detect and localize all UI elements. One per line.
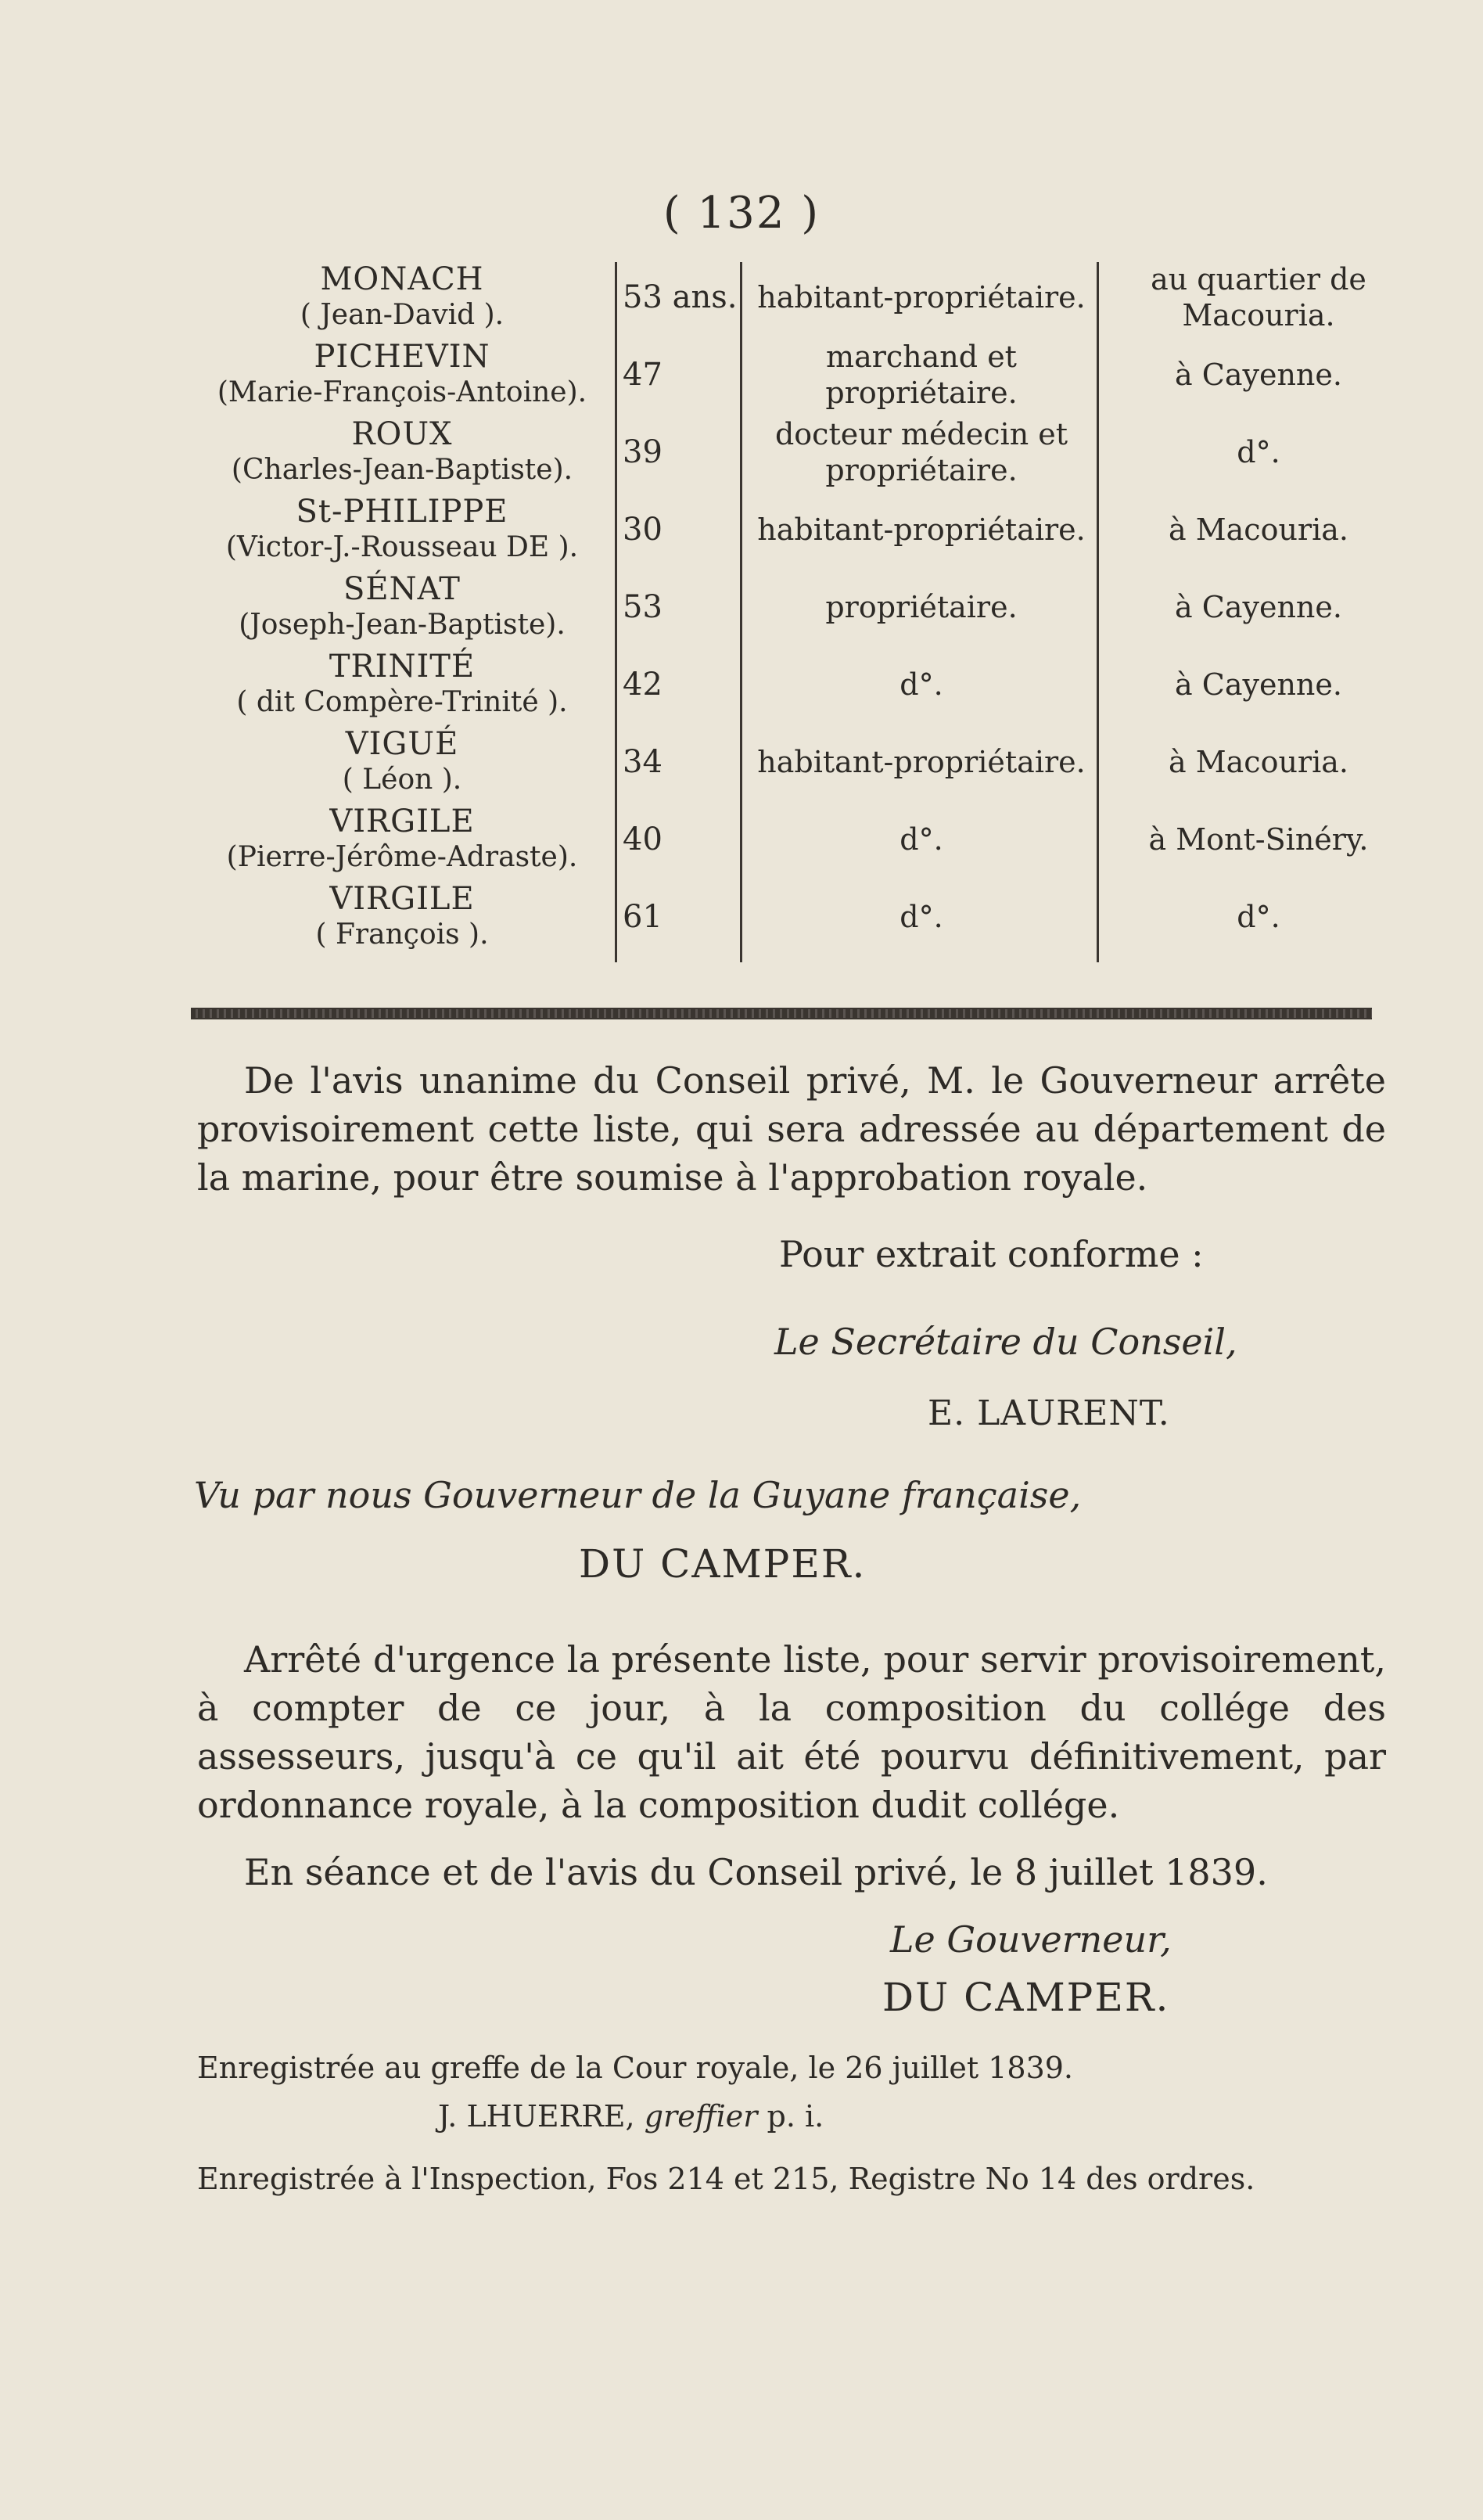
seance-date-line: En séance et de l'avis du Conseil privé, le 8 juillet 1839. (244, 1851, 1268, 1893)
given-names: (Victor-J.-Rousseau DE ). (225, 530, 579, 563)
name-cell (191, 258, 613, 336)
age-cell: 42 (623, 666, 663, 703)
location-cell: à Macouria. (1169, 744, 1348, 779)
greffier-suffix: p. i. (767, 2099, 824, 2134)
name-cell (191, 491, 613, 568)
assessor-table (191, 258, 1411, 955)
surname: MONACH (320, 261, 484, 297)
occupation-cell: marchand et propriétaire. (825, 339, 1018, 410)
location-cell: d°. (1237, 434, 1280, 469)
surname: St-PHILIPPE (296, 493, 508, 530)
signature-du-camper: DU CAMPER. (579, 1541, 867, 1587)
secretaire-title: Le Secrétaire du Conseil, (774, 1321, 1237, 1363)
table-row (191, 336, 1411, 413)
secretaire-name: E. LAURENT. (928, 1393, 1170, 1433)
table-row (191, 723, 1411, 800)
age-cell: 34 (623, 743, 663, 780)
surname: VIGUÉ (345, 725, 459, 762)
name-cell (191, 336, 613, 413)
table-row (191, 645, 1411, 723)
location-cell: à Cayenne. (1175, 357, 1342, 392)
name-cell (191, 413, 613, 491)
age-cell: 39 (623, 433, 663, 470)
surname: VIRGILE (329, 880, 475, 917)
paragraph-arrete: Arrêté d'urgence la présente liste, pour servir provisoirement, à compter de ce jour, à la composition du collége des assesseurs, jusqu'à ce qu'il ait été pourvu définitivement, par ordonnance royale, à la composition dudit collége. (197, 1638, 1386, 1826)
given-names: (Pierre-Jérôme-Adraste). (226, 840, 578, 873)
name-cell (191, 568, 613, 645)
occupation-cell: propriétaire. (825, 589, 1018, 624)
enregistree-greffe: Enregistrée au greffe de la Cour royale, le 26 juillet 1839. (197, 2051, 1073, 2085)
table-row (191, 413, 1411, 491)
table-row (191, 878, 1411, 955)
location-cell: au quartier de Macouria. (1151, 261, 1366, 333)
occupation-cell: habitant-propriétaire. (757, 279, 1086, 315)
page-number: ( 132 ) (663, 188, 820, 239)
given-names: (Marie-François-Antoine). (217, 376, 587, 408)
separator-rule (191, 1008, 1372, 1019)
age-cell: 40 (623, 821, 663, 857)
given-names: ( Jean-David ). (300, 298, 505, 331)
enregistree-inspection: Enregistrée à l'Inspection, Fos 214 et 215, Registre No 14 des ordres. (197, 2162, 1255, 2196)
surname: TRINITÉ (329, 648, 476, 685)
table-row (191, 491, 1411, 568)
name-cell (191, 723, 613, 800)
location-cell: à Macouria. (1169, 512, 1348, 547)
name-cell (191, 878, 613, 955)
paragraph-avis: De l'avis unanime du Conseil privé, M. le Gouverneur arrête provisoirement cette liste, qui sera adressée au département de la marine, pour être soumise à l'approbation royale. (197, 1059, 1386, 1199)
occupation-cell: docteur médecin et propriétaire. (774, 416, 1068, 487)
surname: PICHEVIN (314, 338, 490, 375)
name-cell (191, 800, 613, 878)
occupation-cell: d°. (899, 899, 943, 934)
given-names: (Charles-Jean-Baptiste). (231, 453, 573, 486)
surname: VIRGILE (329, 803, 475, 839)
gouverneur-title: Le Gouverneur, (890, 1918, 1172, 1961)
surname: ROUX (351, 415, 453, 452)
location-cell: à Cayenne. (1175, 667, 1342, 702)
given-names: ( Léon ). (342, 763, 462, 796)
age-cell: 53 (623, 588, 663, 625)
greffier-line (438, 2097, 824, 2136)
vu-par-gouverneur: Vu par nous Gouverneur de la Guyane française, (194, 1474, 1082, 1516)
location-cell: à Mont-Sinéry. (1148, 821, 1369, 857)
table-row (191, 568, 1411, 645)
table-row (191, 258, 1411, 336)
greffier-title: greffier (644, 2099, 758, 2134)
occupation-cell: d°. (899, 667, 943, 702)
occupation-cell: d°. (899, 821, 943, 857)
given-names: (Joseph-Jean-Baptiste). (239, 608, 566, 641)
greffier-name: J. LHUERRE, (438, 2099, 635, 2134)
signature-du-camper-final: DU CAMPER. (882, 1975, 1170, 2020)
age-cell: 30 (623, 511, 663, 548)
occupation-cell: habitant-propriétaire. (757, 512, 1086, 547)
pour-extrait: Pour extrait conforme : (779, 1233, 1204, 1275)
location-cell: d°. (1237, 899, 1280, 934)
age-cell: 53 ans. (623, 279, 738, 315)
given-names: ( François ). (315, 918, 489, 951)
table-row (191, 800, 1411, 878)
occupation-cell: habitant-propriétaire. (757, 744, 1086, 779)
location-cell: à Cayenne. (1175, 589, 1342, 624)
age-cell: 61 (623, 898, 663, 935)
surname: SÉNAT (343, 570, 461, 607)
name-cell (191, 645, 613, 723)
age-cell: 47 (623, 356, 663, 393)
given-names: ( dit Compère-Trinité ). (236, 685, 568, 718)
